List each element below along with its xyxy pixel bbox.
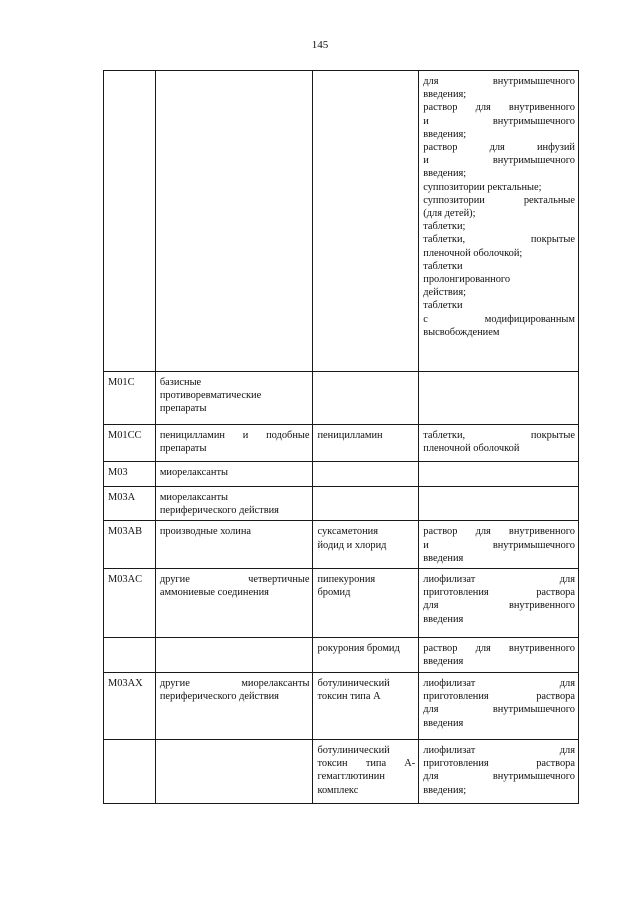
atc-code-cell (104, 425, 156, 462)
drug-classification-table (103, 70, 579, 804)
drug-name-cell (313, 71, 419, 372)
forms-text-line: действия; (423, 287, 467, 299)
forms-text-line: (для детей); (423, 208, 476, 220)
forms-text-line: приготовления раствора (423, 758, 575, 770)
forms-text-line: введения (423, 656, 464, 668)
group-text-line: периферического действия (159, 691, 279, 703)
dosage-forms-cell (419, 372, 579, 425)
forms-text-line: таблетки (423, 260, 463, 272)
atc-code-cell (104, 740, 156, 804)
forms-text-line: суппозитории ректальные (423, 194, 575, 206)
atc-code-cell (104, 569, 156, 638)
pharmacological-group-cell (155, 372, 313, 425)
drug-name-cell (313, 638, 419, 673)
forms-text-line: введения; (423, 128, 467, 140)
forms-text-line: для внутривенного (423, 600, 575, 612)
forms-text-line: пленочной оболочкой; (423, 247, 523, 259)
forms-text-line: и внутримышечного (423, 539, 575, 551)
atc-code-cell (104, 372, 156, 425)
page-number: 145 (311, 39, 329, 51)
forms-text-line: раствор для инфузий (423, 142, 575, 154)
forms-text-line: раствор для внутривенного (423, 643, 575, 655)
forms-text-line: суппозитории ректальные; (423, 181, 542, 193)
forms-text-line: с модифицированным (423, 313, 575, 325)
dosage-forms-cell (419, 521, 579, 569)
atc-code: M01C (108, 377, 135, 388)
forms-text-line: пролонгированного (423, 274, 511, 286)
table-row (104, 487, 579, 521)
forms-text-line: для внутримышечного (423, 76, 575, 87)
atc-code: M03AC (108, 574, 143, 586)
table-row (104, 462, 579, 487)
forms-text-line: введения; (423, 784, 467, 796)
forms-text-line: введения (423, 552, 464, 564)
drug-text-line: токсин типа A- (317, 758, 416, 770)
forms-text-line: таблетки (423, 300, 463, 312)
atc-code: M03 (108, 467, 128, 478)
drug-text-line: йодид и хлорид (317, 539, 387, 551)
dosage-forms-cell (419, 71, 579, 372)
group-text-line: миорелаксанты (159, 467, 229, 478)
forms-text-line: таблетки, покрытые (423, 430, 575, 441)
forms-text-line: высвобождением (423, 326, 500, 338)
dosage-forms-cell (419, 638, 579, 673)
drug-name-cell (313, 372, 419, 425)
drug-text-line: ботулинический (317, 745, 390, 757)
drug-text-line: рокурония бромид (317, 643, 400, 655)
atc-code: M03AX (108, 678, 143, 690)
forms-text-line: лиофилизат для (423, 745, 575, 757)
dosage-forms-cell (419, 569, 579, 638)
drug-text-line: бромид (317, 587, 351, 599)
atc-code-cell (104, 71, 156, 372)
atc-code: M03A (108, 492, 136, 503)
atc-code-cell (104, 673, 156, 740)
atc-code-cell (104, 521, 156, 569)
group-text-line: противоревматические (159, 390, 262, 402)
table-row (104, 71, 579, 372)
group-text-line: препараты (159, 403, 207, 415)
forms-text-line: введения (423, 613, 464, 625)
group-text-line: миорелаксанты (159, 492, 229, 503)
atc-code-cell (104, 487, 156, 521)
drug-text-line: пеницилламин (317, 430, 383, 441)
dosage-forms-cell (419, 487, 579, 521)
drug-name-cell (313, 740, 419, 804)
pharmacological-group-cell (155, 673, 313, 740)
forms-text-line: введения; (423, 89, 467, 101)
drug-name-cell (313, 673, 419, 740)
drug-text-line: комплекс (317, 784, 359, 796)
forms-text-line: приготовления раствора (423, 691, 575, 703)
drug-name-cell (313, 569, 419, 638)
dosage-forms-cell (419, 425, 579, 462)
forms-text-line: для внутримышечного (423, 771, 575, 783)
dosage-forms-cell (419, 462, 579, 487)
forms-text-line: таблетки, покрытые (423, 234, 575, 246)
drug-text-line: токсин типа A (317, 691, 381, 703)
drug-name-cell (313, 487, 419, 521)
atc-code-cell (104, 462, 156, 487)
forms-text-line: лиофилизат для (423, 678, 575, 690)
group-text-line: аммониевые соединения (159, 587, 269, 599)
group-text-line: препараты (159, 443, 207, 455)
drug-text-line: гемагглютинин (317, 771, 385, 783)
table-row (104, 372, 579, 425)
forms-text-line: введения; (423, 168, 467, 180)
group-text-line: пеницилламин и подобные (159, 430, 310, 441)
dosage-forms-cell (419, 673, 579, 740)
table-row (104, 521, 579, 569)
atc-code: M01CC (108, 430, 142, 441)
atc-code-cell (104, 638, 156, 673)
pharmacological-group-cell (155, 569, 313, 638)
forms-text-line: пленочной оболочкой (423, 443, 520, 455)
drug-text-line: ботулинический (317, 678, 390, 690)
drug-name-cell (313, 425, 419, 462)
forms-text-line: таблетки; (423, 221, 466, 233)
table-body (104, 71, 579, 804)
table-row (104, 425, 579, 462)
group-text-line: другие четвертичные (159, 574, 310, 586)
pharmacological-group-cell (155, 740, 313, 804)
forms-text-line: раствор для внутривенного (423, 526, 575, 538)
drug-text-line: пипекурония (317, 574, 376, 586)
table-row (104, 569, 579, 638)
drug-text-line: суксаметония (317, 526, 378, 538)
table-row (104, 638, 579, 673)
drug-name-cell (313, 462, 419, 487)
table-row (104, 673, 579, 740)
pharmacological-group-cell (155, 462, 313, 487)
pharmacological-group-cell (155, 71, 313, 372)
table-row (104, 740, 579, 804)
pharmacological-group-cell (155, 425, 313, 462)
pharmacological-group-cell (155, 521, 313, 569)
forms-text-line: и внутримышечного (423, 155, 575, 167)
group-text-line: периферического действия (159, 505, 279, 517)
forms-text-line: введения (423, 717, 464, 729)
group-text-line: базисные (159, 377, 202, 388)
forms-text-line: лиофилизат для (423, 574, 575, 586)
pharmacological-group-cell (155, 638, 313, 673)
forms-text-line: раствор для внутривенного (423, 102, 575, 114)
atc-code: M03AB (108, 526, 143, 538)
drug-name-cell (313, 521, 419, 569)
pharmacological-group-cell (155, 487, 313, 521)
group-text-line: производные холина (159, 526, 252, 538)
forms-text-line: и внутримышечного (423, 115, 575, 127)
dosage-forms-cell (419, 740, 579, 804)
group-text-line: другие миорелаксанты (159, 678, 310, 690)
forms-text-line: приготовления раствора (423, 587, 575, 599)
forms-text-line: для внутримышечного (423, 704, 575, 716)
